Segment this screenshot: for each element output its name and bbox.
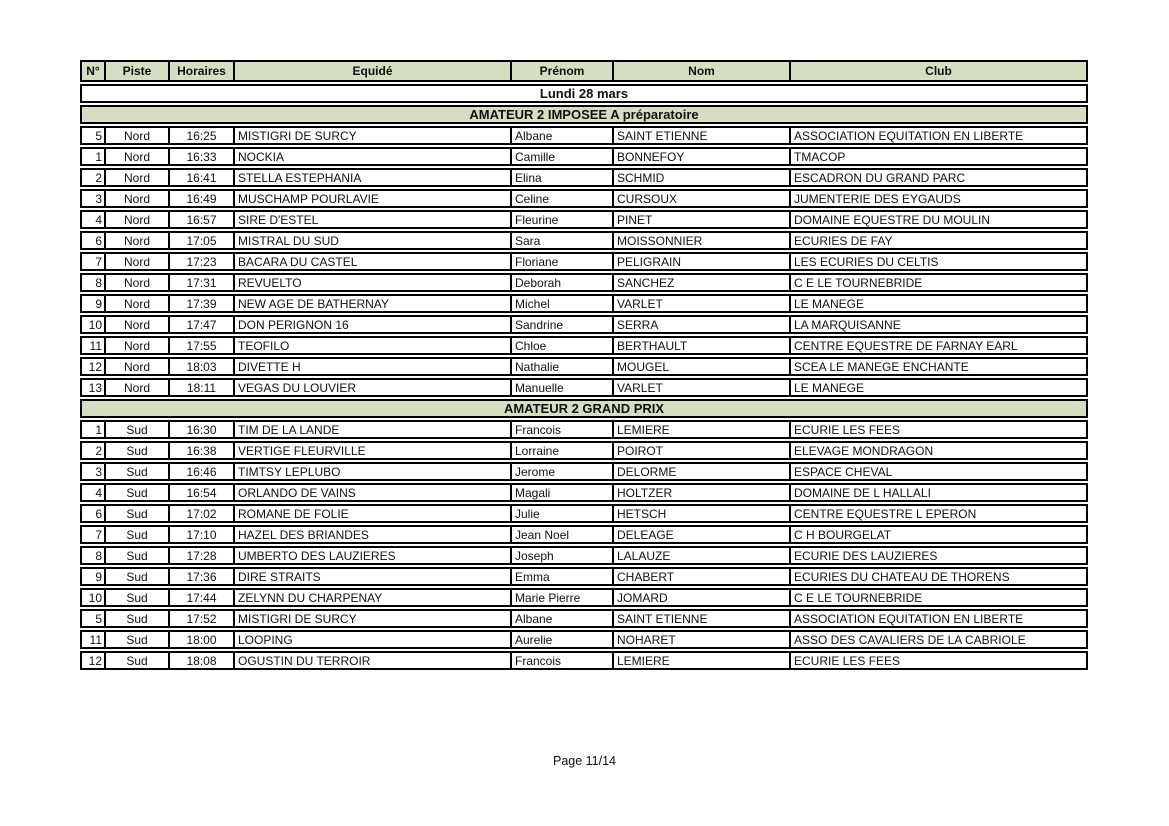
- cell-club: ELEVAGE MONDRAGON: [794, 443, 934, 458]
- cell-piste: Sud: [106, 590, 170, 605]
- cell-nom: LEMIERE: [614, 653, 791, 668]
- cell-equide: NEW AGE DE BATHERNAY: [235, 296, 512, 311]
- cell-numero: 11: [82, 632, 106, 647]
- cell-horaires: 17:52: [170, 611, 235, 626]
- cell-numero: 10: [82, 590, 106, 605]
- cell-nom: HETSCH: [614, 506, 791, 521]
- cell-numero: 1: [82, 149, 106, 164]
- cell-club: C H BOURGELAT: [794, 527, 892, 542]
- cell-numero: 9: [82, 296, 106, 311]
- cell-numero: 2: [82, 170, 106, 185]
- cell-nom: SAINT ETIENNE: [614, 128, 791, 143]
- cell-piste: Sud: [106, 548, 170, 563]
- cell-equide: MISTRAL DU SUD: [235, 233, 512, 248]
- cell-numero: 6: [82, 506, 106, 521]
- cell-prenom: Julie: [512, 506, 614, 521]
- cell-club: SCEA LE MANEGE ENCHANTE: [794, 359, 969, 374]
- cell-nom: LEMIERE: [614, 422, 791, 437]
- cell-numero: 12: [82, 653, 106, 668]
- cell-numero: 7: [82, 254, 106, 269]
- table-row: [80, 231, 1088, 250]
- cell-prenom: Floriane: [512, 254, 614, 269]
- cell-nom: PELIGRAIN: [614, 254, 791, 269]
- cell-prenom: Sandrine: [512, 317, 614, 332]
- cell-equide: ROMANE DE FOLIE: [235, 506, 512, 521]
- cell-horaires: 17:28: [170, 548, 235, 563]
- cell-equide: LOOPING: [235, 632, 512, 647]
- cell-horaires: 17:10: [170, 527, 235, 542]
- cell-numero: 11: [82, 338, 106, 353]
- cell-nom: SAINT ETIENNE: [614, 611, 791, 626]
- cell-prenom: Manuelle: [512, 380, 614, 395]
- cell-prenom: Francois: [512, 653, 614, 668]
- cell-equide: ZELYNN DU CHARPENAY: [235, 590, 512, 605]
- cell-nom: SCHMID: [614, 170, 791, 185]
- cell-club: CENTRE EQUESTRE DE FARNAY EARL: [794, 338, 1018, 353]
- cell-equide: NOCKIA: [235, 149, 512, 164]
- cell-piste: Nord: [106, 149, 170, 164]
- cell-horaires: 17:31: [170, 275, 235, 290]
- date-banner-label: Lundi 28 mars: [539, 86, 629, 101]
- date-banner: [80, 84, 1088, 103]
- cell-numero: 5: [82, 128, 106, 143]
- table-row: [80, 189, 1088, 208]
- cell-club: ECURIE DES LAUZIERES: [794, 548, 938, 563]
- cell-club: LA MARQUISANNE: [794, 317, 901, 332]
- cell-numero: 10: [82, 317, 106, 332]
- table-row: [80, 504, 1088, 523]
- cell-prenom: Chloe: [512, 338, 614, 353]
- cell-horaires: 16:30: [170, 422, 235, 437]
- table-row: [80, 546, 1088, 565]
- cell-horaires: 16:49: [170, 191, 235, 206]
- cell-horaires: 17:44: [170, 590, 235, 605]
- cell-nom: NOHARET: [614, 632, 791, 647]
- cell-horaires: 17:36: [170, 569, 235, 584]
- cell-horaires: 16:54: [170, 485, 235, 500]
- cell-club: ECURIES DU CHATEAU DE THORENS: [794, 569, 1010, 584]
- cell-nom: HOLTZER: [614, 485, 791, 500]
- cell-piste: Nord: [106, 254, 170, 269]
- cell-piste: Sud: [106, 527, 170, 542]
- table-row: [80, 525, 1088, 544]
- cell-club: ASSOCIATION EQUITATION EN LIBERTE: [794, 611, 1024, 626]
- table-row: [80, 378, 1088, 397]
- cell-piste: Nord: [106, 128, 170, 143]
- table-sections: [80, 105, 1088, 670]
- cell-piste: Sud: [106, 422, 170, 437]
- cell-prenom: Fleurine: [512, 212, 614, 227]
- cell-numero: 3: [82, 191, 106, 206]
- cell-equide: MUSCHAMP POURLAVIE: [235, 191, 512, 206]
- cell-club: LE MANEGE: [794, 296, 865, 311]
- cell-piste: Nord: [106, 338, 170, 353]
- cell-nom: DELORME: [614, 464, 791, 479]
- cell-nom: VARLET: [614, 380, 791, 395]
- cell-equide: ORLANDO DE VAINS: [235, 485, 512, 500]
- cell-club: LES ECURIES DU CELTIS: [794, 254, 939, 269]
- cell-piste: Sud: [106, 569, 170, 584]
- cell-horaires: 17:02: [170, 506, 235, 521]
- cell-club: C E LE TOURNEBRIDE: [794, 590, 923, 605]
- cell-club: CENTRE EQUESTRE L EPERON: [794, 506, 977, 521]
- cell-prenom: Celine: [512, 191, 614, 206]
- cell-prenom: Nathalie: [512, 359, 614, 374]
- table-row: [80, 357, 1088, 376]
- column-header-piste: Piste: [106, 62, 170, 80]
- cell-piste: Nord: [106, 275, 170, 290]
- cell-horaires: 17:05: [170, 233, 235, 248]
- cell-prenom: Lorraine: [512, 443, 614, 458]
- table-row: [80, 168, 1088, 187]
- cell-prenom: Magali: [512, 485, 614, 500]
- cell-piste: Nord: [106, 191, 170, 206]
- cell-piste: Sud: [106, 464, 170, 479]
- cell-numero: 8: [82, 548, 106, 563]
- cell-nom: SERRA: [614, 317, 791, 332]
- cell-prenom: Francois: [512, 422, 614, 437]
- cell-nom: BONNEFOY: [614, 149, 791, 164]
- cell-piste: Sud: [106, 611, 170, 626]
- cell-nom: CURSOUX: [614, 191, 791, 206]
- column-header-prenom: Prénom: [512, 62, 614, 80]
- cell-equide: MISTIGRI DE SURCY: [235, 128, 512, 143]
- table-row: [80, 462, 1088, 481]
- cell-equide: TIM DE LA LANDE: [235, 422, 512, 437]
- cell-numero: 8: [82, 275, 106, 290]
- cell-club: ECURIE LES FEES: [794, 653, 901, 668]
- cell-nom: CHABERT: [614, 569, 791, 584]
- cell-nom: DELEAGE: [614, 527, 791, 542]
- cell-prenom: Sara: [512, 233, 614, 248]
- cell-nom: JOMARD: [614, 590, 791, 605]
- cell-numero: 4: [82, 485, 106, 500]
- cell-club: ASSO DES CAVALIERS DE LA CABRIOLE: [794, 632, 1026, 647]
- cell-piste: Sud: [106, 443, 170, 458]
- cell-prenom: Emma: [512, 569, 614, 584]
- cell-numero: 3: [82, 464, 106, 479]
- table-row: [80, 420, 1088, 439]
- cell-prenom: Elina: [512, 170, 614, 185]
- cell-nom: MOUGEL: [614, 359, 791, 374]
- cell-equide: OGUSTIN DU TERROIR: [235, 653, 512, 668]
- cell-nom: VARLET: [614, 296, 791, 311]
- cell-nom: LALAUZE: [614, 548, 791, 563]
- cell-equide: DIVETTE H: [235, 359, 512, 374]
- column-header-nom: Nom: [614, 62, 791, 80]
- cell-numero: 4: [82, 212, 106, 227]
- cell-piste: Sud: [106, 632, 170, 647]
- cell-piste: Nord: [106, 170, 170, 185]
- cell-nom: MOISSONNIER: [614, 233, 791, 248]
- cell-club: C E LE TOURNEBRIDE: [794, 275, 923, 290]
- cell-club: LE MANEGE: [794, 380, 865, 395]
- column-header-equide: Equidé: [235, 62, 512, 80]
- cell-numero: 7: [82, 527, 106, 542]
- table-row: [80, 651, 1088, 670]
- table-row: [80, 483, 1088, 502]
- cell-horaires: 16:41: [170, 170, 235, 185]
- cell-numero: 2: [82, 443, 106, 458]
- cell-numero: 1: [82, 422, 106, 437]
- table-row: [80, 210, 1088, 229]
- cell-prenom: Marie Pierre: [512, 590, 614, 605]
- cell-prenom: Albane: [512, 128, 614, 143]
- cell-horaires: 16:33: [170, 149, 235, 164]
- cell-horaires: 17:39: [170, 296, 235, 311]
- table-row: [80, 126, 1088, 145]
- cell-equide: UMBERTO DES LAUZIERES: [235, 548, 512, 563]
- table-row: [80, 273, 1088, 292]
- cell-numero: 13: [82, 380, 106, 395]
- table-row: [80, 252, 1088, 271]
- cell-equide: DON PERIGNON 16: [235, 317, 512, 332]
- cell-numero: 5: [82, 611, 106, 626]
- cell-horaires: 17:55: [170, 338, 235, 353]
- cell-horaires: 16:46: [170, 464, 235, 479]
- cell-horaires: 16:57: [170, 212, 235, 227]
- table-row: [80, 294, 1088, 313]
- table-row: [80, 441, 1088, 460]
- cell-prenom: Camille: [512, 149, 614, 164]
- cell-numero: 9: [82, 569, 106, 584]
- cell-piste: Sud: [106, 653, 170, 668]
- cell-club: DOMAINE EQUESTRE DU MOULIN: [794, 212, 991, 227]
- cell-prenom: Aurelie: [512, 632, 614, 647]
- page-number: Page 11/14: [552, 754, 617, 768]
- cell-prenom: Deborah: [512, 275, 614, 290]
- cell-equide: HAZEL DES BRIANDES: [235, 527, 512, 542]
- cell-nom: PINET: [614, 212, 791, 227]
- cell-equide: VERTIGE FLEURVILLE: [235, 443, 512, 458]
- cell-horaires: 18:03: [170, 359, 235, 374]
- table-row: [80, 567, 1088, 586]
- cell-horaires: 16:25: [170, 128, 235, 143]
- cell-equide: TEOFILO: [235, 338, 512, 353]
- cell-equide: TIMTSY LEPLUBO: [235, 464, 512, 479]
- cell-club: JUMENTERIE DES EYGAUDS: [794, 191, 961, 206]
- table-row: [80, 147, 1088, 166]
- cell-nom: SANCHEZ: [614, 275, 791, 290]
- schedule-table: [80, 60, 1088, 672]
- cell-piste: Sud: [106, 485, 170, 500]
- cell-equide: STELLA ESTEPHANIA: [235, 170, 512, 185]
- cell-horaires: 17:23: [170, 254, 235, 269]
- cell-equide: BACARA DU CASTEL: [235, 254, 512, 269]
- cell-piste: Nord: [106, 359, 170, 374]
- cell-numero: 6: [82, 233, 106, 248]
- cell-equide: VEGAS DU LOUVIER: [235, 380, 512, 395]
- table-row: [80, 630, 1088, 649]
- cell-piste: Nord: [106, 212, 170, 227]
- cell-horaires: 18:08: [170, 653, 235, 668]
- table-row: [80, 588, 1088, 607]
- section-banner: AMATEUR 2 IMPOSEE A préparatoire: [80, 105, 1088, 124]
- cell-club: ESPACE CHEVAL: [794, 464, 893, 479]
- cell-club: ASSOCIATION EQUITATION EN LIBERTE: [794, 128, 1024, 143]
- cell-equide: DIRE STRAITS: [235, 569, 512, 584]
- cell-horaires: 16:38: [170, 443, 235, 458]
- table-row: [80, 609, 1088, 628]
- cell-club: ECURIE LES FEES: [794, 422, 901, 437]
- cell-equide: SIRE D'ESTEL: [235, 212, 512, 227]
- cell-club: ESCADRON DU GRAND PARC: [794, 170, 966, 185]
- cell-piste: Nord: [106, 233, 170, 248]
- cell-prenom: Albane: [512, 611, 614, 626]
- cell-horaires: 18:00: [170, 632, 235, 647]
- column-header-horaires: Horaires: [170, 62, 235, 80]
- cell-club: DOMAINE DE L HALLALI: [794, 485, 931, 500]
- table-row: [80, 315, 1088, 334]
- cell-nom: BERTHAULT: [614, 338, 791, 353]
- cell-numero: 12: [82, 359, 106, 374]
- cell-prenom: Joseph: [512, 548, 614, 563]
- cell-piste: Nord: [106, 317, 170, 332]
- cell-equide: REVUELTO: [235, 275, 512, 290]
- cell-piste: Sud: [106, 506, 170, 521]
- cell-horaires: 17:47: [170, 317, 235, 332]
- cell-equide: MISTIGRI DE SURCY: [235, 611, 512, 626]
- column-header-club: Club: [925, 64, 952, 78]
- section-banner: AMATEUR 2 GRAND PRIX: [80, 399, 1088, 418]
- cell-club: TMACOP: [794, 149, 846, 164]
- column-header-numero: N°: [82, 62, 106, 80]
- cell-prenom: Jean Noel: [512, 527, 614, 542]
- cell-nom: POIROT: [614, 443, 791, 458]
- cell-club: ECURIES DE FAY: [794, 233, 893, 248]
- cell-prenom: Michel: [512, 296, 614, 311]
- table-row: [80, 336, 1088, 355]
- cell-piste: Nord: [106, 296, 170, 311]
- cell-piste: Nord: [106, 380, 170, 395]
- cell-horaires: 18:11: [170, 380, 235, 395]
- table-header-row: [80, 60, 1088, 82]
- cell-prenom: Jerome: [512, 464, 614, 479]
